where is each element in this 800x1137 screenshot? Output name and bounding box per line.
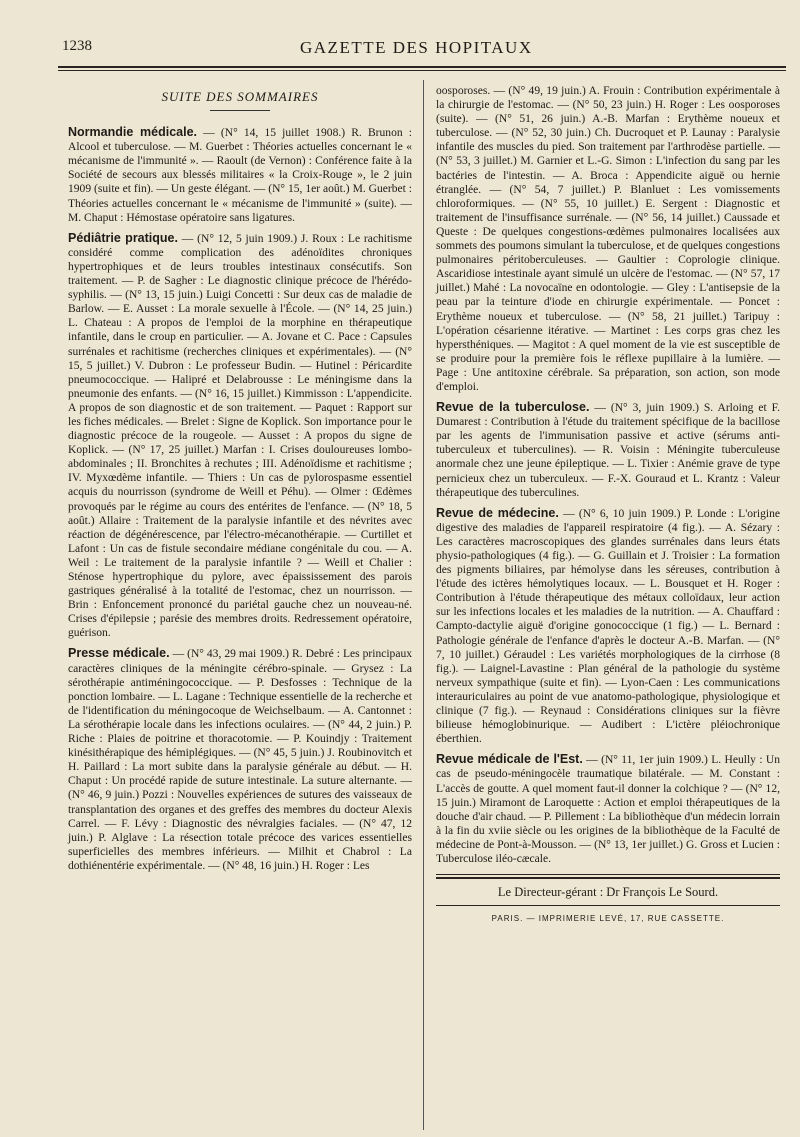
summary-entry [68, 646, 412, 873]
column-divider [423, 80, 424, 1130]
title-separator [210, 110, 270, 111]
continued-entry: oosporoses. — (N° 49, 19 juin.) A. Frouin : Contribution expérimentale à la chirurgie de l'estomac. — (N° 50, 23 juin.) H. Roger : Les oosporoses (suite). — (N° 51, 26 juin.) A.-B. Marfan : Erythème noueux et tuberculose. — (N° 52, 30 juin.) Ch. Ducroquet et P. Launay : Paralysie infantile des muscles du pied. Son traitement par l'arthrodèse partielle. — (N° 53, 3 juillet.) M. Garnier et L.-G. Simon : L'infection du sang par les bactéries de l'intestin. — A. Broca : Appendicite aiguë ou hernie étranglée. — (N° 54, 7 juillet.) P. Blanluet : Les vomissements chloroformiques. — (N° 55, 10 juillet.) E. Sergent : Diagnostic et traitement de l'insuffisance surrénale. — (N° 56, 14 juillet.) Caussade et Queste : De quelques congestions-œdèmes pulmonaires localisées aux sommets des poumons simulant la tuberculose, et de quelques congestions pulmonaires péritoberculeuses. — Gaultier : Coprologie clinique. Ascaridiose intestinale ayant simulé un ulcère de l'estomac. — (N° 57, 17 juillet.) Mahé : La novocaïne en odontologie. — Gley : L'antisepsie de la peau par la teinture d'iode en chirurgie expérimentale. — Poncet : Erythème noueux et tuberculose. — (N° 58, 21 juillet.) Taripuy : L'opération césarienne itérative. — Martinet : Les corps gras chez les hypersthéniques. — Magitot : A quel moment de la vie est susceptible de se produire pour la première fois le réflexe pupillaire à la lumière. — Page : Une antitoxine cérébrale. Sa préparation, son action, son mode d'emploi. [436, 85, 780, 393]
footer-rule-thin [436, 874, 780, 875]
summary-entry [436, 506, 780, 747]
summary-entry [436, 752, 780, 866]
entry-body: — (N° 11, 1er juin 1909.) L. Heully : Un cas de pseudo-méningocèle traumatique bilatérale. — M. Constant : L'accès de goutte. A quel moment faut-il donner la colchique ? — (N° 12, 15 juin.) Miramont de Laroquette : Action et emploi thérapeutiques de la douche d'air chaud. — P. Pillement : La bibliothèque d'un médecin lorrain à la fin du xviie siècle ou les origines de la bibliothèque de la Faculté de médecine de Pont-à-Mousson. — (N° 13, 1er juillet.) G. Gross et Lucien : Tuberculose iléo-cæcale. [436, 754, 780, 865]
section-title: SUITE DES SOMMAIRES [161, 89, 319, 104]
director-line: Le Directeur-gérant : Dr François Le Sourd. [497, 885, 719, 900]
journal-title: GAZETTE DES HOPITAUX [300, 38, 533, 57]
footer-rule-bottom [436, 905, 780, 906]
entry-body: — (N° 43, 29 mai 1909.) R. Debré : Les principaux caractères cliniques de la méningite cérébro-spinale. — Grysez : La sérothérapie antiméningococcique. — P. Desfosses : Technique de la ponction lombaire. — L. Lagane : Technique essentielle de la recherche et de l'identification du méningocoque de Weichselbaum. — A. Cantonnet : La sérothérapie locale dans les infections oculaires. — (N° 44, 2 juin.) P. Riche : Plaies de poitrine et thoracotomie. — P. Kouindjy : Traitement kinésithérapique des hémiplégiques. — (N° 45, 5 juin.) J. Roubinovitch et H. Paillard : La mort subite dans la paralysie générale au début. — H. Chaput : Un procédé rapide de suture intestinale. La suture alternante. — (N° 46, 9 juin.) Pozzi : Nouvelles expériences de sutures des vaisseaux de transplantation des organes et des greffes des membres du docteur Alexis Carrel. — F. Lévy : Diagnostic des névralgies faciales. — (N° 47, 12 juin.) P. Alglave : La résection totale précoce des varices essentielles superficielles des membres inférieurs. — Milhit et Chabrol : La dothiénentérie expérimentale. — (N° 48, 16 juin.) H. Roger : Les [68, 648, 413, 872]
printer-line: PARIS. — IMPRIMERIE LEVÉ, 17, RUE CASSETTE. [491, 914, 725, 924]
summary-entry [68, 125, 412, 225]
page-number: 1238 [62, 38, 92, 54]
entry-heading: Presse médicale. [68, 646, 170, 661]
entry-body: — (N° 3, juin 1909.) S. Arloing et F. Dumarest : Contribution à l'étude du traitement spécifique de la bacillose par les agents de l'immunisation passive et active (sérums anti-tuberculeux et tuberculines). — R. Voisin : Méningite tuberculeuse anormale chez une jeune épileptique. — L. Tixier : Anémie grave de type pernicieux chez un tuberculeux. — F.-X. Gouraud et L. Krantz : Valeur thérapeutique des tuberculines. [436, 402, 780, 499]
summary-entry [68, 231, 412, 641]
entry-body: — (N° 6, 10 juin 1909.) P. Londe : L'origine digestive des maladies de l'appareil respiratoire (4 fig.). — A. Sézary : Les caractères macroscopiques des glandes surrénales dans leurs états physio-pathologiques (4 fig.). — G. Guillain et J. Troisier : La formation des pigments biliaires, par hémolyse dans les séreuses, contribution à l'étude des ictères hémolytiques locaux. — L. Bousquet et H. Roger : Contribution à l'étude thérapeutique des métaux colloïdaux, leur action sur les infections locales et les maladies de la nutrition. — A. Chauffard : Campto-dactylie aiguë d'origine gonococcique (1 fig.) — L. Bernard : Pathologie générale de l'enfance d'après le docteur A.-B. Marfan. — (N° 7, 10 juillet.) Géraudel : Les variétés morphologiques de la cirrhose (8 fig.). — Laignel-Lavastine : Plan général de la pathologie du système nerveux sympathique (suite et fin). — Lyon-Caen : Les communications interauriculaires au point de vue anatomo-pathologique, physiologique et clinique (7 fig.). — Reynaud : Considérations cliniques sur la fièvre bilieuse hémoglobinurique. — Audibert : L'ictère pléiochronique éberthien. [436, 507, 780, 746]
entry-heading: Normandie médicale. [68, 125, 198, 140]
summary-entry [436, 400, 780, 500]
right-column [436, 84, 780, 926]
entry-body: — (N° 12, 5 juin 1909.) J. Roux : Le rachitisme considéré comme complication des adénoïdites chroniques hypertrophiques et de leurs troubles intestinaux consécutifs. Son traitement. — P. de Sagher : Le diagnostic clinique précoce de l'hérédo-syphilis. — (N° 13, 15 juin.) Luigi Concetti : Sur deux cas de maladie de Barlow. — E. Ausset : La morale sexuelle à l'École. — (N° 14, 25 juin.) L. Chateau : A propos de l'emploi de la morphine en thérapeutique infantile, dans le croup en particulier. — A. Jovane et C. Pace : Capsules surrénales et rachitisme (recherches cliniques et expérimentales). — (N° 15, 5 juillet.) V. Dubron : Le professeur Budin. — Hutinel : Péricardite pneumococcique. — Halipré et Delabroussе : Le méningisme dans la pneumonie des enfants. — (N° 16, 15 juillet.) Kimmisson : L'appendicite. A propos de son diagnostic et de son traitement. — Paquet : Rapport sur les fiches médicales. — Brelet : Signe de Koplick. Son importance pour le diagnostic précoce de la rougeole. — Ausset : A propos du signe de Koplick. — (N° 17, 25 juillet.) Marfan : I. Crises douloureuses lombo-abdominales ; II. Bronchites à rechutes ; III. Adénoïdisme et rachitisme ; IV. Myxœdème infantile. — Thiers : Un cas de pylorospasme essentiel acquis du nourrisson (syndrome de Weill et Péhu). — Olmer : Œdèmes provoqués par le régime au cours des entérites de l'enfance. — (N° 18, 5 août.) Allaire : Traitement de la paralysie infantile et des névrites avec réaction de dégénérescence, par l'électro-mécanothérapie. — Curtillet et Lafont : Un cas de fistule secondaire médiane congénitale du cou. — A. Weil : Le traitement de la paralysie infantile ? — Weill et Chalier : Sténose hypertrophique du pylore, avec épaississement des parois gastriques généralisé à la totalité de l'estomac, chez un nourrisson. — Brin : Enfoncement prononcé du pariétal gauche chez un nouveau-né. Crises d'épilepsie ; parésie des membres droits. Redressement opératoire, guérison. [68, 232, 413, 640]
entry-heading: Revue de médecine. [436, 505, 559, 520]
header-rule-thin [58, 70, 786, 71]
entry-body: — (N° 14, 15 juillet 1908.) R. Brunon : Alcool et tuberculose. — M. Guerbet : Théories actuelles concernant le « mécanisme de l'immunité ». — Raoult (de Vernon) : Conférence faite à la Société de secours aux blessés militaires « la Croix-Rouge », le 2 juin 1909 (suite et fin). — Un geste élégant. — (N° 15, 1er août.) M. Guerbet : Théories actuelles concernant le « mécanisme de l'immunité » (suite). — M. Chaput : Hémostase opératoire sans ligatures. [68, 127, 412, 224]
entry-heading: Pédiâtrie pratique. [68, 230, 178, 245]
left-column [68, 84, 412, 873]
entry-heading: Revue médicale de l'Est. [436, 752, 583, 767]
entry-heading: Revue de la tuberculose. [436, 400, 590, 415]
header-rule-thick [58, 66, 786, 68]
footer-rule-thick [436, 877, 780, 879]
